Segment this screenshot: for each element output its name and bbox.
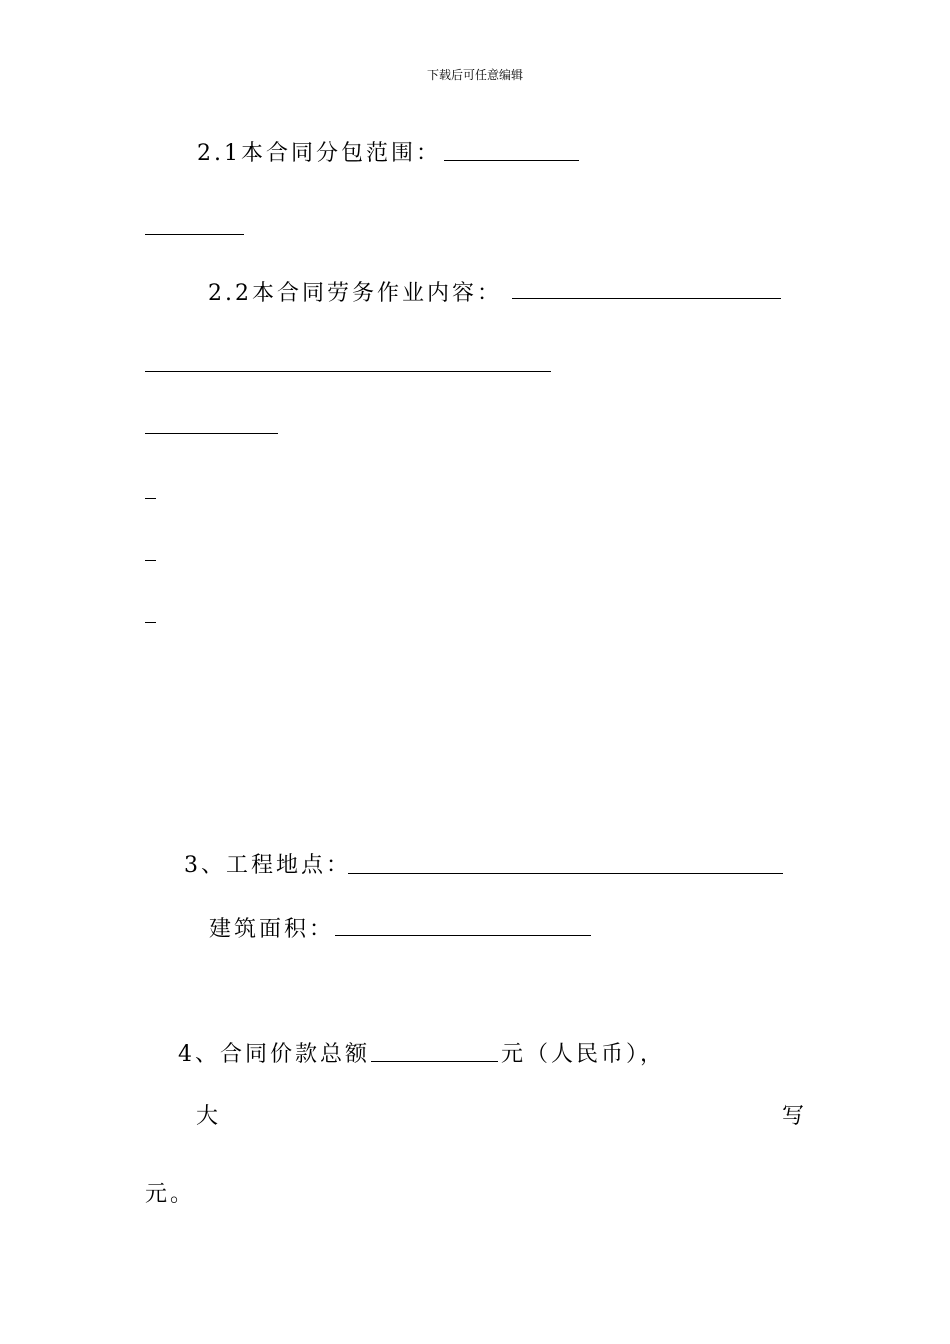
amount-yuan-end: 元。: [145, 1182, 196, 1207]
clause-2-2-blank-short-3[interactable]: [145, 622, 156, 623]
clause-2-1-blank-line[interactable]: [444, 160, 579, 161]
clause-2-2-blank-short-2[interactable]: [145, 560, 156, 561]
building-area-label: 建筑面积：: [209, 917, 335, 942]
page-header-note: 下载后可任意编辑: [426, 68, 523, 82]
clause-2-2-blank-continuation-2[interactable]: [145, 433, 278, 434]
clause-4-label: 4、合同价款总额: [178, 1042, 370, 1067]
building-area-blank[interactable]: [335, 935, 591, 936]
clause-3-label: 3、工程地点：: [184, 853, 351, 878]
clause-2-2-blank-line[interactable]: [512, 298, 781, 299]
clause-2-2-blank-continuation-1[interactable]: [145, 371, 551, 372]
daxie-char-2: 写: [782, 1104, 808, 1129]
daxie-char-1: 大: [196, 1104, 222, 1129]
clause-2-2-label: 2.2本合同劳务作业内容：: [208, 281, 502, 306]
currency-suffix: 元（人民币），: [501, 1042, 666, 1067]
clause-2-1-blank-continuation[interactable]: [145, 234, 244, 235]
clause-2-1-label: 2.1本合同分包范围：: [197, 141, 441, 166]
project-location-blank[interactable]: [348, 873, 783, 874]
contract-amount-blank[interactable]: [371, 1061, 498, 1062]
clause-2-2-blank-short-1[interactable]: [145, 498, 156, 499]
